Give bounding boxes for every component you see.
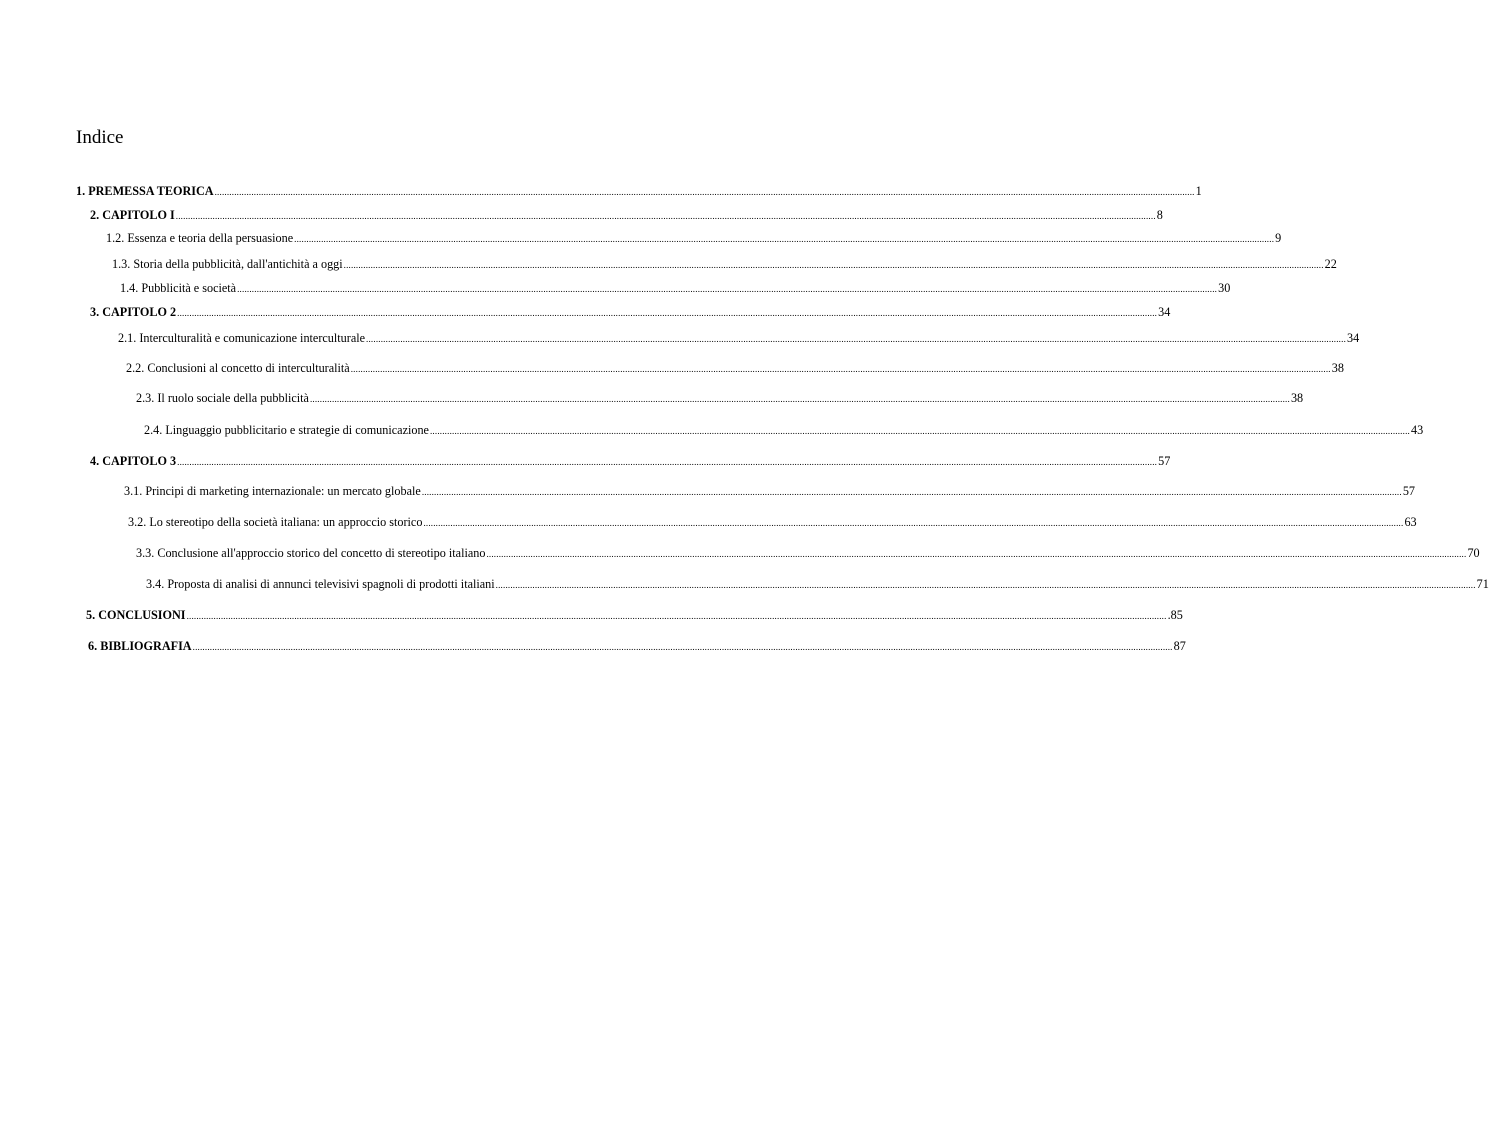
toc-entry[interactable] xyxy=(124,482,1415,500)
toc-entry[interactable] xyxy=(126,359,1344,377)
toc-entry-page-number: 57 xyxy=(1158,454,1171,468)
toc-entry[interactable] xyxy=(118,329,1360,347)
toc-entry-page-number: 38 xyxy=(1331,361,1344,375)
dot-leader: ................................................................................................................................................................................................................................................................................................................................................................................................................ xyxy=(186,611,1167,621)
toc-entry-page-number: 9 xyxy=(1275,231,1282,245)
toc-entry[interactable] xyxy=(136,389,1304,407)
toc-entry-label: 2. CAPITOLO I xyxy=(90,208,175,222)
dot-leader: ................................................................................................................................................................................................................................................................................................................................................................................................................ xyxy=(192,642,1173,652)
toc-entry[interactable] xyxy=(136,544,1480,562)
toc-entry[interactable] xyxy=(146,575,1489,593)
toc-entry-label: 1.4. Pubblicità e società xyxy=(120,281,237,295)
dot-leader: ................................................................................................................................................................................................................................................................................................................................................................................................................ xyxy=(343,260,1324,270)
toc-entry-label: 3.1. Principi di marketing internazionale: un mercato globale xyxy=(124,484,421,498)
toc-entry[interactable] xyxy=(144,421,1424,439)
dot-leader: ................................................................................................................................................................................................................................................................................................................................................................................................................ xyxy=(429,426,1410,436)
toc-entry-page-number: 34 xyxy=(1158,305,1171,319)
dot-leader: ................................................................................................................................................................................................................................................................................................................................................................................................................ xyxy=(214,187,1195,197)
dot-leader: ................................................................................................................................................................................................................................................................................................................................................................................................................ xyxy=(366,334,1347,344)
dot-leader: ................................................................................................................................................................................................................................................................................................................................................................................................................ xyxy=(177,457,1158,467)
toc-entry-label: 2.4. Linguaggio pubblicitario e strategie di comunicazione xyxy=(144,423,429,437)
toc-entry-label: 3.4. Proposta di analisi di annunci televisivi spagnoli di prodotti italiani xyxy=(146,577,495,591)
toc-entry-page-number: 30 xyxy=(1218,281,1231,295)
toc-entry-page-number: 71 xyxy=(1476,577,1489,591)
dot-leader: ................................................................................................................................................................................................................................................................................................................................................................................................................ xyxy=(309,394,1290,404)
toc-entry[interactable] xyxy=(128,513,1417,531)
dot-leader: ................................................................................................................................................................................................................................................................................................................................................................................................................ xyxy=(350,364,1331,374)
toc-entry[interactable] xyxy=(86,606,1183,624)
toc-entry-label: 4. CAPITOLO 3 xyxy=(90,454,177,468)
toc-entry-label: 2.1. Interculturalità e comunicazione interculturale xyxy=(118,331,366,345)
dot-leader: ................................................................................................................................................................................................................................................................................................................................................................................................................ xyxy=(423,518,1404,528)
toc-entry[interactable] xyxy=(76,182,1202,200)
page-title: Indice xyxy=(76,127,124,148)
dot-leader: ................................................................................................................................................................................................................................................................................................................................................................................................................ xyxy=(495,580,1476,590)
toc-entry[interactable] xyxy=(88,637,1186,655)
dot-leader: ................................................................................................................................................................................................................................................................................................................................................................................................................ xyxy=(294,234,1275,244)
toc-entry-label: 2.2. Conclusioni al concetto di interculturalità xyxy=(126,361,350,375)
toc-entry-label: 1.2. Essenza e teoria della persuasione xyxy=(106,231,294,245)
toc-entry[interactable] xyxy=(120,279,1231,297)
toc-entry-label: 3.2. Lo stereotipo della società italiana: un approccio storico xyxy=(128,515,423,529)
toc-entry[interactable] xyxy=(90,206,1163,224)
toc-entry[interactable] xyxy=(112,255,1337,273)
toc-entry[interactable] xyxy=(90,452,1171,470)
toc-entry-label: 5. CONCLUSIONI xyxy=(86,608,186,622)
toc-entry[interactable] xyxy=(106,229,1282,247)
toc-entry-label: 6. BIBLIOGRAFIA xyxy=(88,639,192,653)
toc-entry-label: 1. PREMESSA TEORICA xyxy=(76,184,214,198)
toc-entry-page-number: 43 xyxy=(1410,423,1424,437)
toc-entry-label: 1.3. Storia della pubblicità, dall'antichità a oggi xyxy=(112,257,343,271)
toc-entry-label: 3. CAPITOLO 2 xyxy=(90,305,177,319)
toc-entry-label: 2.3. Il ruolo sociale della pubblicità xyxy=(136,391,309,405)
toc-entry-page-number: 57 xyxy=(1402,484,1415,498)
toc-entry-page-number: .85 xyxy=(1167,608,1183,622)
toc-entry-label: 3.3. Conclusione all'approccio storico del concetto di stereotipo italiano xyxy=(136,546,486,560)
toc-entry-page-number: 8 xyxy=(1156,208,1163,222)
toc-entry-page-number: 38 xyxy=(1290,391,1304,405)
dot-leader: ................................................................................................................................................................................................................................................................................................................................................................................................................ xyxy=(177,308,1158,318)
toc-entry-page-number: 1 xyxy=(1195,184,1202,198)
toc-entry-page-number: 63 xyxy=(1404,515,1417,529)
dot-leader: ................................................................................................................................................................................................................................................................................................................................................................................................................ xyxy=(175,211,1156,221)
toc-entry[interactable] xyxy=(90,303,1171,321)
toc-entry-page-number: 34 xyxy=(1347,331,1360,345)
dot-leader: ................................................................................................................................................................................................................................................................................................................................................................................................................ xyxy=(237,284,1218,294)
dot-leader: ................................................................................................................................................................................................................................................................................................................................................................................................................ xyxy=(486,549,1467,559)
dot-leader: ................................................................................................................................................................................................................................................................................................................................................................................................................ xyxy=(421,487,1402,497)
toc-entry-page-number: 70 xyxy=(1467,546,1480,560)
toc-entry-page-number: 22 xyxy=(1324,257,1337,271)
toc-entry-page-number: 87 xyxy=(1173,639,1186,653)
